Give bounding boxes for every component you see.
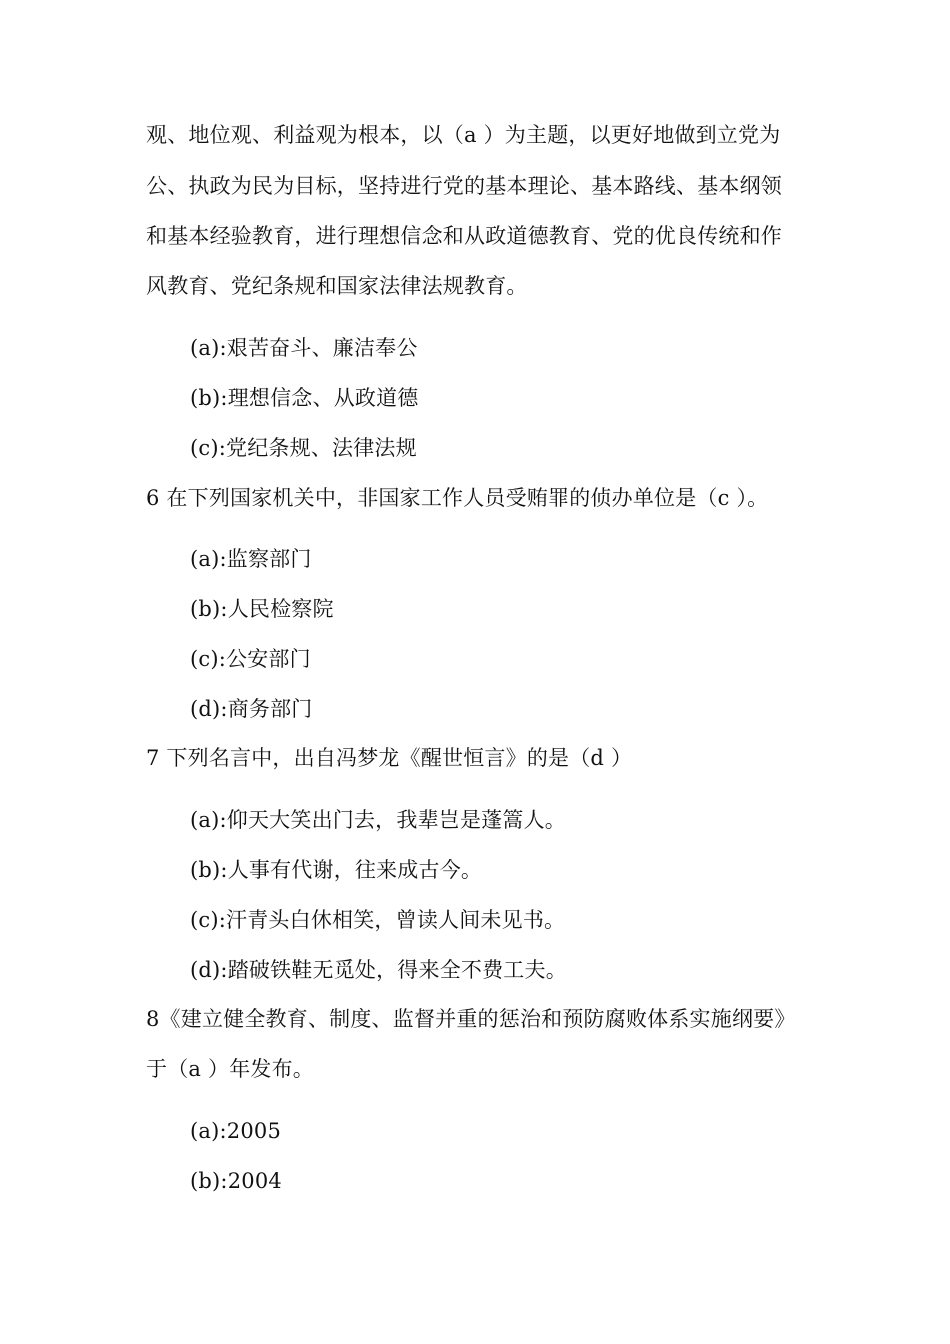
q7-option-a: (a):仰天大笑出门去，我辈岂是蓬篙人。: [190, 808, 566, 832]
q7-option-d: (d):踏破铁鞋无觅处，得来全不费工夫。: [190, 958, 567, 982]
q5-option-c: (c):党纪条规、法律法规: [190, 436, 417, 460]
q5-text-line-1: 观、地位观、利益观为根本，以（a ）为主题，以更好地做到立党为: [146, 123, 781, 147]
q5-option-b: (b):理想信念、从政道德: [190, 386, 419, 410]
q6-option-a: (a):监察部门: [190, 547, 312, 571]
q5-text-line-4: 风教育、党纪条规和国家法律法规教育。: [146, 274, 528, 298]
q6-option-d: (d):商务部门: [190, 697, 313, 721]
q6-question: 6 在下列国家机关中，非国家工作人员受贿罪的侦办单位是（c ）。: [146, 486, 769, 510]
q8-option-b: (b):2004: [190, 1169, 282, 1193]
q8-text-line-2: 于（a ）年发布。: [146, 1057, 314, 1081]
q6-option-c: (c):公安部门: [190, 647, 311, 671]
q5-text-line-2: 公、执政为民为目标，坚持进行党的基本理论、基本路线、基本纲领: [146, 174, 782, 198]
q5-option-a: (a):艰苦奋斗、廉洁奉公: [190, 336, 418, 360]
q6-option-b: (b):人民检察院: [190, 597, 334, 621]
q8-text-line-1: 8《建立健全教育、制度、监督并重的惩治和预防腐败体系实施纲要》: [146, 1007, 796, 1031]
q5-text-line-3: 和基本经验教育，进行理想信念和从政道德教育、党的优良传统和作: [146, 224, 782, 248]
q7-option-c: (c):汗青头白休相笑，曾读人间未见书。: [190, 908, 566, 932]
q8-option-a: (a):2005: [190, 1119, 282, 1143]
q7-question: 7 下列名言中，出自冯梦龙《醒世恒言》的是（d ）: [146, 746, 633, 770]
q7-option-b: (b):人事有代谢，往来成古今。: [190, 858, 483, 882]
